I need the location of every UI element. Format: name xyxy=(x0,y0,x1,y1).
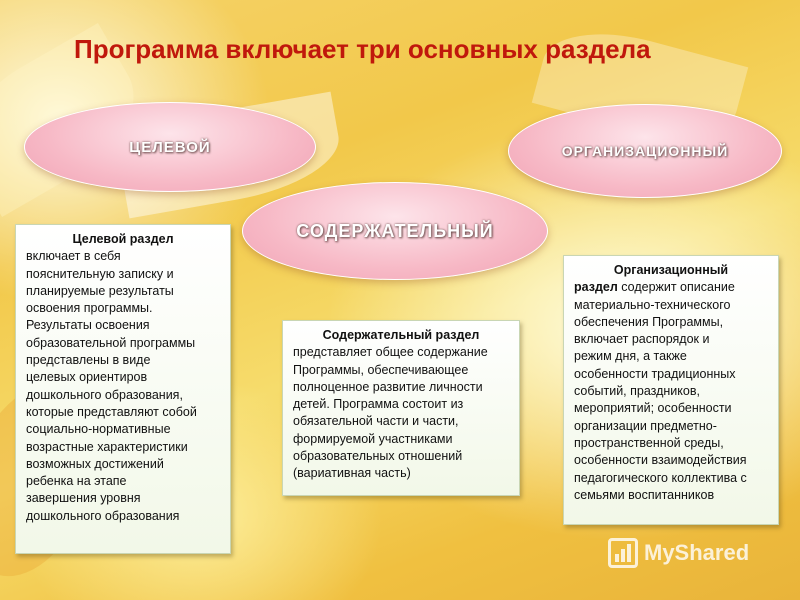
org-section-heading-part: раздел xyxy=(574,280,618,295)
org-section-box xyxy=(563,255,779,525)
text-line: формируемой участниками xyxy=(293,431,453,446)
text-line: социально-нормативные xyxy=(26,422,171,437)
oval-content xyxy=(242,182,548,280)
watermark-text: MyShared xyxy=(644,540,750,565)
text-line: Программы, обеспечивающее xyxy=(293,362,469,377)
text-line: Результаты освоения xyxy=(26,318,150,333)
target-section-box xyxy=(15,224,231,554)
oval-content-label: СОДЕРЖАТЕЛЬНЫЙ xyxy=(296,220,494,241)
content-section-heading: Содержательный раздел xyxy=(322,328,480,342)
text-line: дошкольного образования xyxy=(26,508,180,523)
text-line: особенности традиционных xyxy=(574,366,736,381)
text-line: мероприятий; особенности xyxy=(574,401,732,416)
text-line: обязательной части и части, xyxy=(293,414,459,429)
text-line: пояснительную записку и xyxy=(26,266,174,281)
target-section-text xyxy=(26,248,220,525)
text-line: представляет общее содержание xyxy=(293,345,488,360)
text-line: планируемые результаты xyxy=(26,283,174,298)
text-line: организации предметно- xyxy=(574,418,717,433)
text-line: педагогического коллектива с xyxy=(574,470,747,485)
text-line: представлены в виде xyxy=(26,353,151,368)
org-section-text xyxy=(574,279,768,504)
oval-org xyxy=(508,104,782,198)
text-line: обеспечения Программы, xyxy=(574,314,724,329)
text-line: включает распорядок и xyxy=(574,332,710,347)
text-line: освоения программы. xyxy=(26,301,153,316)
text-line: семьями воспитанников xyxy=(574,487,715,502)
text-line: дошкольного образования, xyxy=(26,387,183,402)
text-line: ребенка на этапе xyxy=(26,474,127,489)
text-line: полноценное развитие личности xyxy=(293,379,483,394)
org-first-line-rest: содержит описание xyxy=(617,280,735,295)
text-line: событий, праздников, xyxy=(574,384,700,399)
text-line: образовательной программы xyxy=(26,335,196,350)
text-line: включает в себя xyxy=(26,249,121,264)
text-line: материально-технического xyxy=(574,297,731,312)
page-title: Программа включает три основных раздела xyxy=(74,34,651,64)
target-section-heading: Целевой раздел xyxy=(72,232,174,246)
text-line: которые представляют собой xyxy=(26,404,197,419)
text-line: детей. Программа состоит из xyxy=(293,397,464,412)
text-line: образовательных отношений xyxy=(293,449,463,464)
text-line: режим дня, а также xyxy=(574,349,687,364)
org-section-heading: Организационный xyxy=(613,263,729,277)
text-line: целевых ориентиров xyxy=(26,370,148,385)
text-line: возможных достижений xyxy=(26,456,164,471)
text-line: пространственной среды, xyxy=(574,435,724,450)
text-line: завершения уровня xyxy=(26,491,141,506)
chart-logo-icon xyxy=(608,538,638,568)
text-line xyxy=(574,279,768,296)
text-line: возрастные характеристики xyxy=(26,439,188,454)
watermark xyxy=(608,538,749,568)
text-line: особенности взаимодействия xyxy=(574,453,747,468)
oval-target xyxy=(24,102,316,192)
oval-org-label: ОРГАНИЗАЦИОННЫЙ xyxy=(561,143,729,159)
content-section-text xyxy=(293,344,509,482)
content-section-box xyxy=(282,320,520,496)
oval-target-label: ЦЕЛЕВОЙ xyxy=(129,138,211,156)
text-line: (вариативная часть) xyxy=(293,466,411,481)
